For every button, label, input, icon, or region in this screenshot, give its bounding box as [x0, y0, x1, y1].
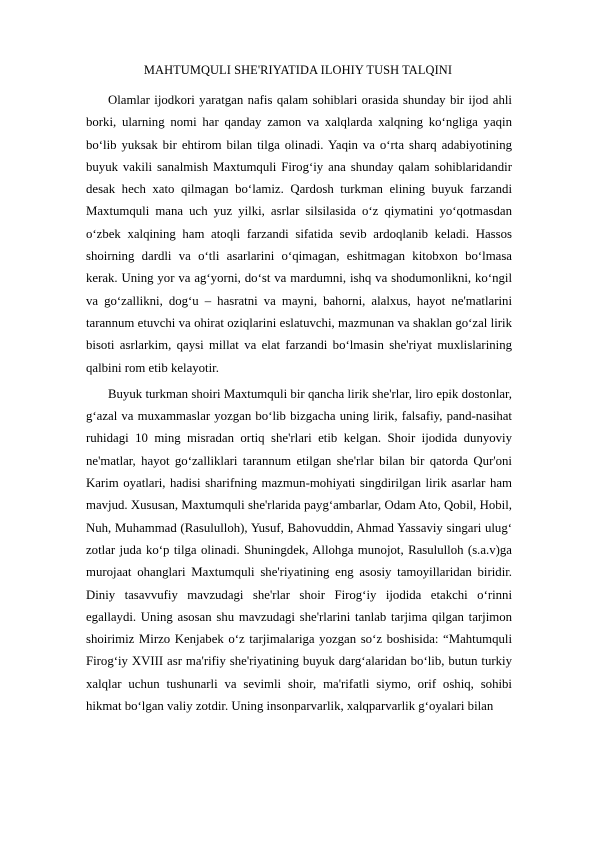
- document-body: [86, 89, 512, 721]
- paragraph-works: Buyuk turkman shoiri Maxtumquli bir qancha lirik she'rlar, liro epik dostonlar, g‘azal va muxammaslar yozgan bo‘lib bizgacha uning lirik, falsafiy, pand-nasihat ruhidagi 10 ming misradan ortiq she'rlari etib kelgan. Shoir ijodida dunyoviy ne'matlar, hayot go‘zalliklari tarannum etilgan she'rlar bilan bir qatorda Qur'oni Karim oyatlari, hadisi sharifning mazmun-mohiyati singdirilgan lirik asarlar ham mavjud. Xususan, Maxtumquli she'rlarida payg‘ambarlar, Odam Ato, Qobil, Hobil, Nuh, Muhammad (Rasululloh), Yusuf, Bahovuddin, Ahmad Yassaviy singari ulug‘ zotlar juda ko‘p tilga olinadi. Shuningdek, Allohga munojot, Rasululloh (s.a.v)ga murojaat ohanglari Maxtumquli she'riyatining eng asosiy tamoyillaridan biridir. Diniy tasavvufiy mavzudagi she'rlar shoir Firog‘iy ijodida etakchi o‘rinni egallaydi. Uning asosan shu mavzudagi she'rlarini tanlab tarjima qilgan tarjimon shoirimiz Mirzo Kenjabek o‘z tarjimalariga yozgan so‘z boshisida: “Mahtumquli Firog‘iy XVIII asr ma'rifiy she'riyatining buyuk darg‘alaridan bo‘lib, butun turkiy xalqlar uchun tushunarli va sevimli shoir, ma'rifatli siymo, orif oshiq, sohibi hikmat bo‘lgan valiy zotdir. Uning insonparvarlik, xalqparvarlik g‘oyalari bilan: [86, 386, 512, 714]
- paragraph-intro: Olamlar ijodkori yaratgan nafis qalam sohiblari orasida shunday bir ijod ahli borki, ularning nomi har qanday zamon va xalqlarda xalqning ko‘ngliga yaqin bo‘lib yuksak bir ehtirom bilan tilga olinadi. Yaqin va o‘rta sharq adabiyotining buyuk vakili sanalmish Maxtumquli Firog‘iy ana shunday qalam sohiblaridandir desak hech xato qilmagan bo‘lamiz. Qardosh turkman elining buyuk farzandi Maxtumquli mana uch yuz yilki, asrlar silsilasida o‘z qiymatini yo‘qotmasdan o‘zbek xalqining ham atoqli farzandi sifatida sevib ardoqlanib keladi. Hassos shoirning dardli va o‘tli asarlarini o‘qimagan, eshitmagan kitobxon bo‘lmasa kerak. Uning yor va ag‘yorni, do‘st va mardumni, ishq va shodumonlikni, ko‘ngil va go‘zallikni, dog‘u – hasratni va mayni, bahorni, alalxus, hayot ne'matlarini tarannum etuvchi va ohirat oziqlarini eslatuvchi, mazmunan va shaklan go‘zal lirik bisoti asrlarkim, qaysi millat va elat farzandi bo‘lmasin she'riyat muxlislarining qalbini rom etib kelayotir.: [86, 93, 512, 375]
- document-title: MAHTUMQULI SHE'RIYATIDA ILOHIY TUSH TALQINI: [143, 63, 453, 77]
